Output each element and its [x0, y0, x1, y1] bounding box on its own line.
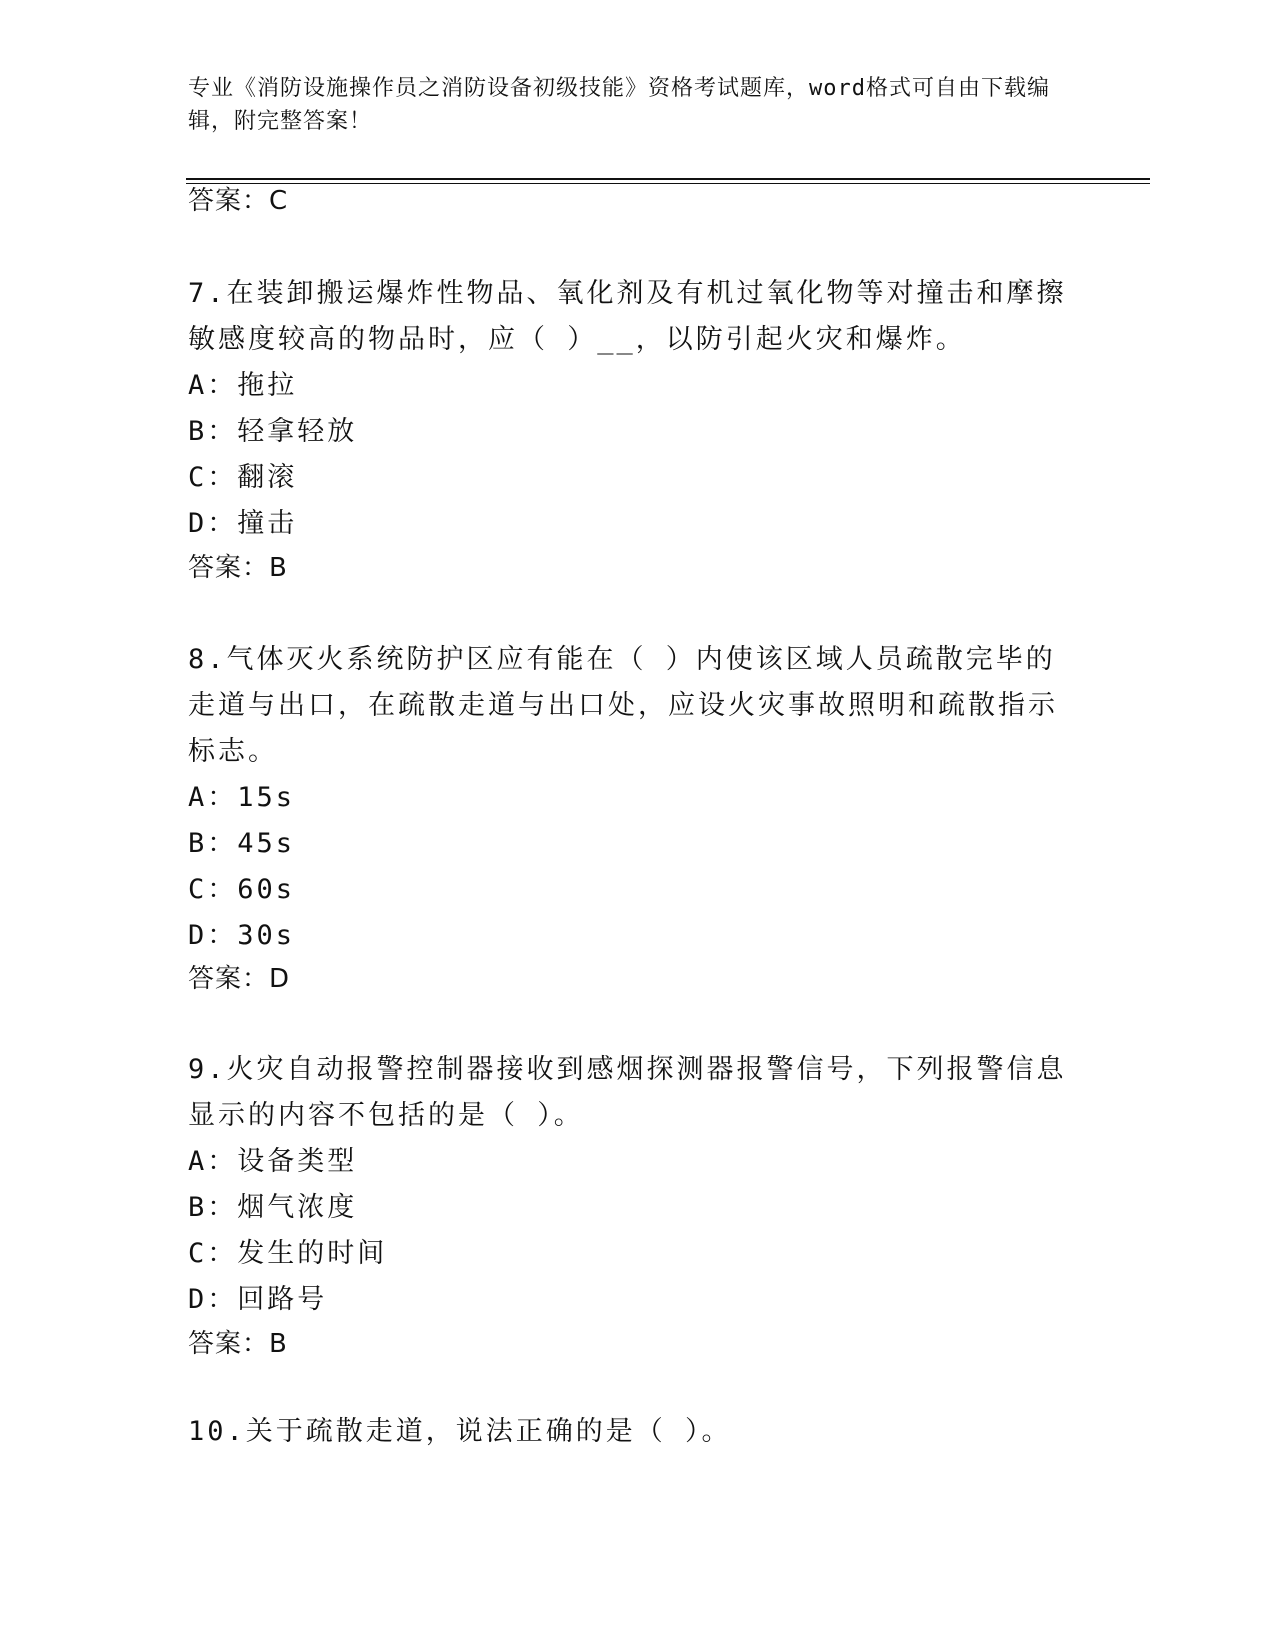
header-rule-thick: [186, 178, 1150, 180]
option-d: D：回路号: [188, 1284, 328, 1315]
question-7: [188, 271, 1068, 547]
option-a: A：设备类型: [188, 1146, 358, 1177]
answer-line-q9: 答案：B: [188, 1329, 288, 1359]
question-text: 9.火灾自动报警控制器接收到感烟探测器报警信号，下列报警信息显示的内容不包括的是（ ）。: [188, 1054, 1067, 1131]
header-rule-thin: [186, 183, 1150, 184]
option-d: D：30s: [188, 920, 296, 951]
option-c: C：翻滚: [188, 462, 298, 493]
question-10: [188, 1409, 1068, 1455]
document-header: 专业《消防设施操作员之消防设备初级技能》资格考试题库，word格式可自由下载编辑，附完整答案！: [188, 76, 1050, 134]
option-c: C：60s: [188, 874, 296, 905]
question-9: [188, 1047, 1068, 1323]
answer-line-q7: 答案：B: [188, 553, 288, 583]
option-a: A：15s: [188, 782, 296, 813]
option-b: B：轻拿轻放: [188, 416, 358, 447]
option-b: B：45s: [188, 828, 296, 859]
option-c: C：发生的时间: [188, 1238, 388, 1269]
question-text: 7.在装卸搬运爆炸性物品、氧化剂及有机过氧化物等对撞击和摩擦敏感度较高的物品时，应（ ）__，以防引起火灾和爆炸。: [188, 278, 1067, 355]
option-d: D：撞击: [188, 508, 298, 539]
question-text: 8.气体灭火系统防护区应有能在（ ）内使该区域人员疏散完毕的走道与出口，在疏散走道与出口处，应设火灾事故照明和疏散指示标志。: [188, 644, 1058, 767]
answer-line-prev: 答案：C: [188, 186, 289, 216]
question-text: 10.关于疏散走道，说法正确的是（ ）。: [188, 1416, 732, 1447]
question-8: [188, 637, 1068, 959]
answer-line-q8: 答案：D: [188, 964, 291, 994]
option-a: A：拖拉: [188, 370, 298, 401]
option-b: B：烟气浓度: [188, 1192, 358, 1223]
